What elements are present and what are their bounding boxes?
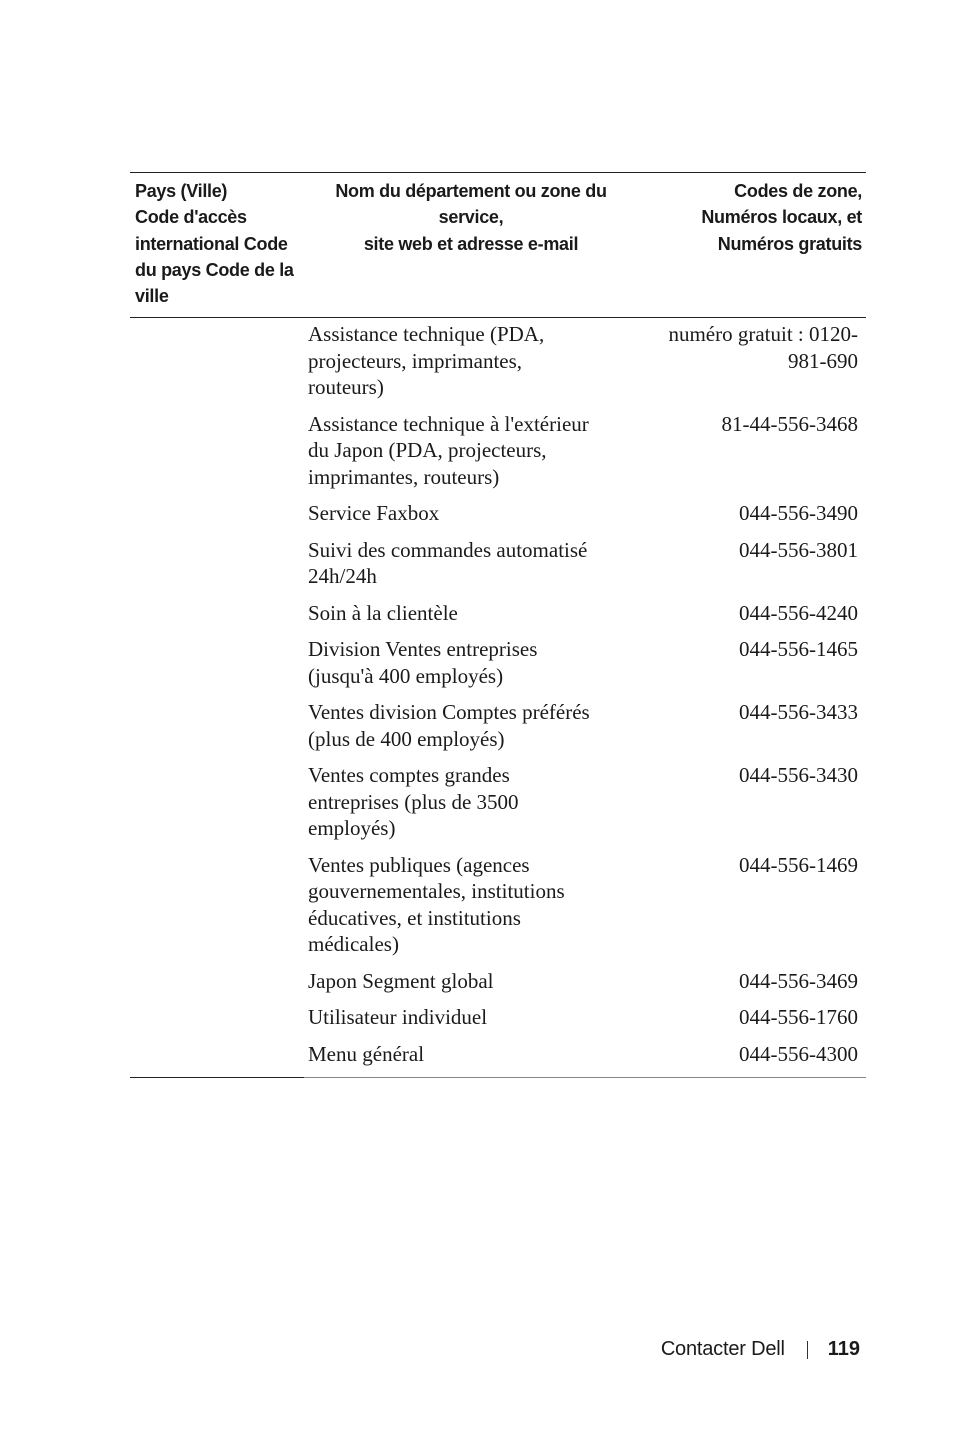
- header-country-line: Pays (Ville): [135, 181, 228, 201]
- header-department-line: site web et adresse e-mail: [363, 233, 579, 254]
- phone-number: 044-556-1760: [739, 1005, 858, 1030]
- table-row: [304, 1041, 866, 1068]
- header-country-line: du pays Code de la: [135, 259, 294, 280]
- table-body: [130, 318, 866, 1077]
- phone-number: 044-556-3469: [739, 968, 858, 993]
- rows-container: [304, 318, 866, 1077]
- header-codes-line: Numéros gratuits: [717, 233, 862, 254]
- department-name: Suivi des commandes automatisé 24h/24h: [308, 537, 588, 589]
- department-name: Assistance technique à l'extérieur du Japon (PDA, projecteurs, imprimantes, routeurs): [308, 411, 589, 489]
- table-row: [304, 321, 866, 401]
- header-country-line: international Code: [135, 233, 288, 254]
- phone-number: 044-556-1465: [739, 637, 858, 662]
- phone-number: 044-556-3433: [739, 700, 858, 725]
- header-department: [304, 178, 624, 309]
- footer-separator: [807, 1341, 808, 1359]
- header-country-line: ville: [135, 286, 169, 307]
- header-country-line: Code d'accès: [135, 207, 247, 228]
- phone-number: 81-44-556-3468: [721, 411, 858, 436]
- table-bottom-rule: [130, 1077, 866, 1078]
- department-name: Ventes division Comptes préférés (plus de 400 employés): [308, 700, 590, 751]
- table-row: [304, 968, 866, 995]
- department-name: Ventes comptes grandes entreprises (plus de 3500 employés): [308, 763, 519, 841]
- header-department-line: Nom du département ou zone du: [335, 181, 607, 201]
- department-name: Ventes publiques (agences gouvernementales, institutions éducatives, et institutions médicales): [308, 852, 565, 957]
- header-department-line: service,: [438, 207, 504, 228]
- department-name: Soin à la clientèle: [308, 600, 458, 625]
- department-name: Menu général: [308, 1041, 425, 1066]
- phone-number: 044-556-1469: [739, 852, 858, 877]
- country-column-empty: [130, 318, 304, 1077]
- table-row: [304, 762, 866, 842]
- phone-number: 044-556-4240: [739, 600, 858, 625]
- phone-number: 044-556-3801: [739, 537, 858, 562]
- page-number: 119: [827, 1338, 860, 1360]
- table-row: [304, 1004, 866, 1031]
- header-country: [130, 178, 304, 309]
- table-row: [304, 636, 866, 689]
- page-footer: [661, 1338, 860, 1361]
- phone-number: 044-556-4300: [739, 1041, 858, 1066]
- header-codes: [624, 178, 866, 309]
- table-row: [304, 500, 866, 527]
- table-header: [130, 173, 866, 318]
- header-codes-line: Codes de zone,: [734, 181, 862, 201]
- department-name: Utilisateur individuel: [308, 1005, 488, 1030]
- contact-table: [130, 172, 866, 1078]
- bottom-rule-right: [304, 1077, 866, 1078]
- department-name: Japon Segment global: [308, 968, 494, 993]
- phone-number: numéro gratuit : 0120- 981-690: [668, 322, 858, 373]
- table-row: [304, 600, 866, 627]
- table-row: [304, 699, 866, 752]
- department-name: Division Ventes entreprises (jusqu'à 400 employés): [308, 637, 538, 688]
- department-name: Service Faxbox: [308, 501, 440, 526]
- footer-section-title: Contacter Dell: [660, 1338, 785, 1360]
- bottom-rule-left: [130, 1077, 304, 1078]
- table-row: [304, 411, 866, 491]
- header-codes-line: Numéros locaux, et: [701, 207, 862, 228]
- table-row: [304, 537, 866, 590]
- table-row: [304, 852, 866, 958]
- department-name: Assistance technique (PDA, projecteurs, imprimantes, routeurs): [308, 322, 545, 400]
- phone-number: 044-556-3490: [739, 501, 858, 526]
- phone-number: 044-556-3430: [739, 763, 858, 788]
